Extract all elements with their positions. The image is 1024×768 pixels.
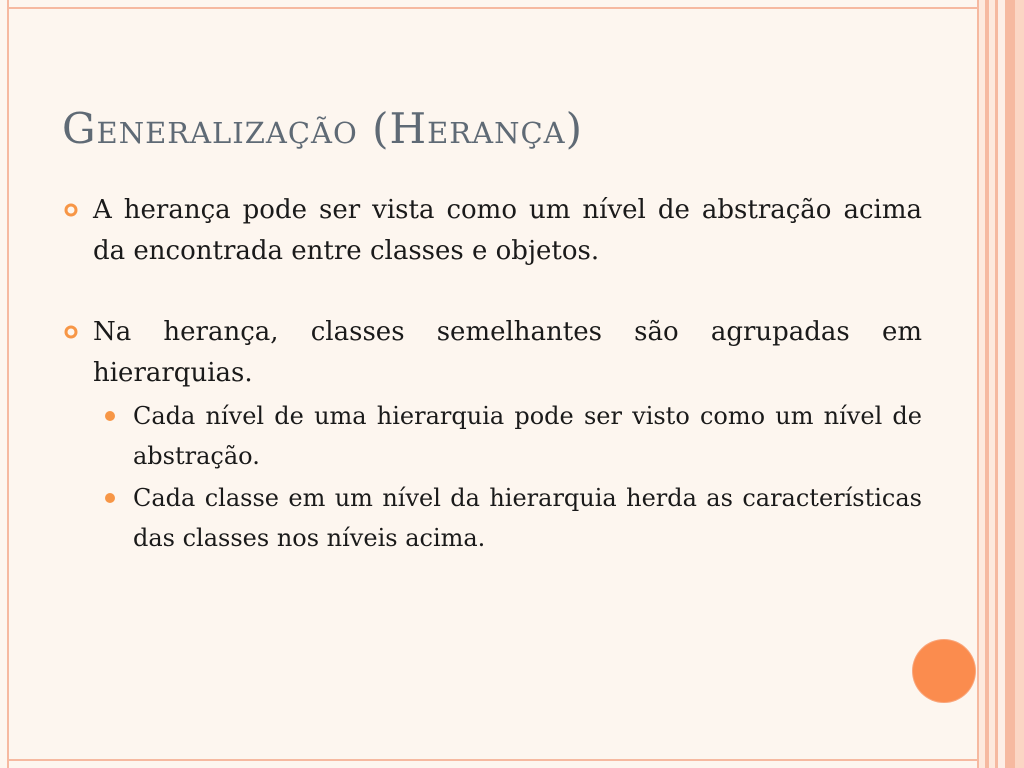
slide-title: Generalização (Herança) [62, 104, 583, 153]
right-stripe-band [977, 0, 1024, 768]
orange-dot-bullet-icon [105, 411, 115, 421]
sub-bullet-item [133, 396, 922, 476]
bullet-item [62, 190, 922, 272]
frame-top-line [7, 7, 977, 9]
decorative-orange-circle [913, 640, 975, 702]
sub-bullet-item [133, 478, 922, 558]
bullet-item [62, 312, 922, 394]
sub-bullet-text: Cada nível de uma hierarquia pode ser visto como um nível de abstração. [133, 402, 922, 470]
frame-left-line [7, 0, 9, 768]
slide-body [62, 190, 922, 558]
sub-bullet-text: Cada classe em um nível da hierarquia herda as características das classes nos níveis acima. [133, 484, 922, 552]
bullet-text: A herança pode ser vista como um nível de abstração acima da encontrada entre classes e objetos. [93, 195, 922, 266]
bullet-text: Na herança, classes semelhantes são agrupadas em hierarquias. [93, 317, 922, 388]
frame-bottom-line [7, 759, 977, 761]
orange-ring-bullet-icon [64, 203, 78, 217]
orange-ring-bullet-icon [64, 325, 78, 339]
orange-dot-bullet-icon [105, 493, 115, 503]
